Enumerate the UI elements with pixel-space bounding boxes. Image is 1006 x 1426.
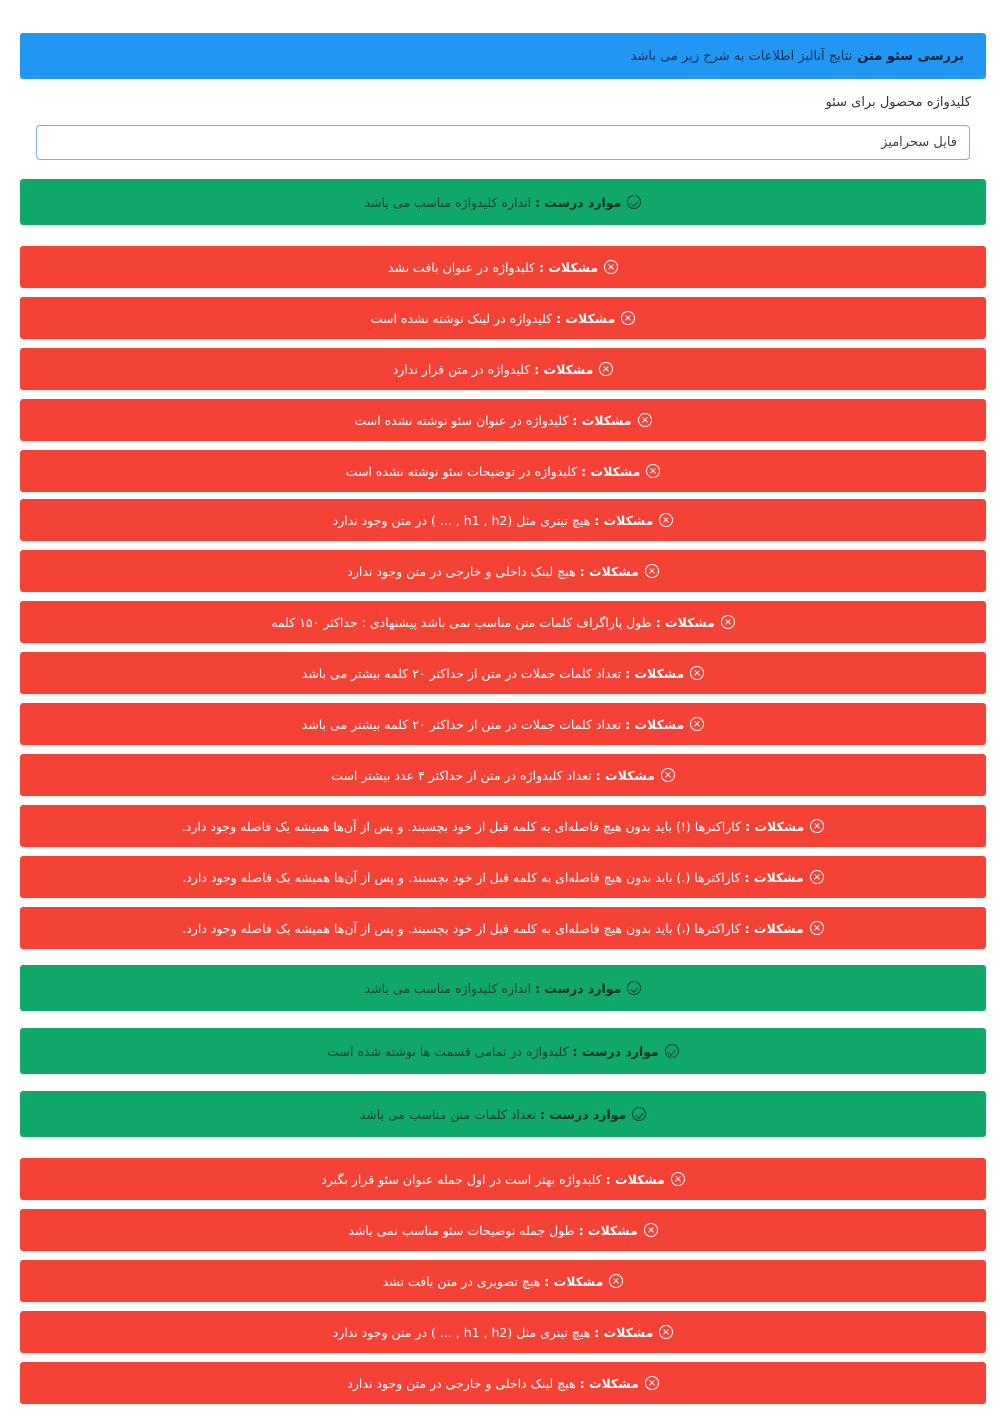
close-circle-icon <box>810 819 824 833</box>
alert-text: طول جمله توضیحات سئو مناسب نمی باشد <box>348 1222 575 1238</box>
alert-label: مشکلات : <box>595 767 655 783</box>
alert-text: کاراکترها (.) باید بدون هیچ فاصله‌ای به کلمه قبل از خود بچسبند. و پس از آن‌ها همیشه یک فاصله وجود دارد. <box>182 869 741 885</box>
close-circle-icon <box>810 870 824 884</box>
close-circle-icon <box>721 615 735 629</box>
error-alert <box>20 399 986 441</box>
alert-label: موارد درست : <box>535 194 622 210</box>
error-alert <box>20 1158 986 1200</box>
alert-text: کلیدواژه در عنوان یافت نشد <box>387 259 535 275</box>
alert-text: تعداد کلمات جملات در متن از حداکثر ۲۰ کلمه بیشتر می باشد <box>301 665 622 681</box>
error-alert <box>20 856 986 898</box>
alert-text: طول پاراگراف کلمات متن مناسب نمی باشد پیشنهادی : حداکثر ۱۵۰ کلمه <box>271 614 652 630</box>
close-circle-icon <box>644 1223 658 1237</box>
alert-label: مشکلات : <box>744 920 804 936</box>
alert-label: مشکلات : <box>556 310 616 326</box>
keyword-label: کلیدواژه محصول برای سئو <box>825 95 971 110</box>
alert-text: تعداد کلمات متن مناسب می باشد <box>359 1106 536 1122</box>
alert-label: مشکلات : <box>625 665 685 681</box>
header-title: بررسی سئو متن <box>857 48 964 64</box>
alert-text: کلیدواژه در تمامی قسمت ها نوشته شده است <box>327 1043 569 1059</box>
alert-label: مشکلات : <box>625 716 685 732</box>
alert-text: هیچ تیتری مثل (h1 , h2 , ... ) در متن وجود ندارد <box>332 512 591 528</box>
error-alert <box>20 348 986 390</box>
alert-label: مشکلات : <box>581 463 641 479</box>
alert-label: مشکلات : <box>579 563 639 579</box>
keyword-input[interactable] <box>36 125 970 160</box>
error-alert <box>20 297 986 339</box>
alert-text: هیچ تصویری در متن یافت نشد <box>382 1273 541 1289</box>
close-circle-icon <box>810 921 824 935</box>
close-circle-icon <box>621 311 635 325</box>
close-circle-icon <box>638 413 652 427</box>
success-alert <box>20 179 986 225</box>
alert-label: مشکلات : <box>572 412 632 428</box>
error-alert <box>20 499 986 541</box>
alert-label: مشکلات : <box>745 818 805 834</box>
results-header <box>20 33 986 79</box>
alert-label: مشکلات : <box>578 1222 638 1238</box>
alert-text: هیچ لینک داخلی و خارجی در متن وجود ندارد <box>347 1375 576 1391</box>
close-circle-icon <box>659 1325 673 1339</box>
close-circle-icon <box>646 464 660 478</box>
alert-label: مشکلات : <box>594 1324 654 1340</box>
alert-label: موارد درست : <box>540 1106 627 1122</box>
alert-label: موارد درست : <box>572 1043 659 1059</box>
alert-label: مشکلات : <box>594 512 654 528</box>
error-alert <box>20 754 986 796</box>
error-alert <box>20 550 986 592</box>
alert-label: مشکلات : <box>579 1375 639 1391</box>
error-alert <box>20 1362 986 1404</box>
alert-label: مشکلات : <box>744 869 804 885</box>
alert-label: مشکلات : <box>655 614 715 630</box>
error-alert <box>20 805 986 847</box>
alert-text: هیچ لینک داخلی و خارجی در متن وجود ندارد <box>347 563 576 579</box>
check-circle-icon <box>632 1107 646 1121</box>
success-alert <box>20 965 986 1011</box>
alert-text: تعداد کلیدواژه در متن از حداکثر ۴ عدد بیشتر است <box>331 767 592 783</box>
error-alert <box>20 1311 986 1353</box>
alert-text: کلیدواژه بهتر است در اول جمله عنوان سئو قرار بگیرد <box>321 1171 602 1187</box>
error-alert <box>20 652 986 694</box>
alert-label: مشکلات : <box>538 259 599 275</box>
check-circle-icon <box>627 981 641 995</box>
alert-text: کلیدواژه در توضیحات سئو نوشته نشده است <box>345 463 578 479</box>
error-alert <box>20 703 986 745</box>
alert-text: اندازه کلیدواژه مناسب می باشد <box>364 194 532 210</box>
error-alert <box>20 601 986 643</box>
alert-text: کاراکترها (،) باید بدون هیچ فاصله‌ای به کلمه قبل از خود بچسبند. و پس از آن‌ها همیشه یک فاصله وجود دارد. <box>182 920 741 936</box>
alert-text: تعداد کلمات جملات در متن از حداکثر ۲۰ کلمه بیشتر می باشد <box>301 716 622 732</box>
alert-text: هیچ تیتری مثل (h1 , h2 , ... ) در متن وجود ندارد <box>332 1324 591 1340</box>
alert-text: اندازه کلیدواژه مناسب می باشد <box>364 980 532 996</box>
close-circle-icon <box>671 1172 685 1186</box>
alert-label: مشکلات : <box>534 361 594 377</box>
check-circle-icon <box>665 1044 679 1058</box>
success-alert <box>20 1091 986 1137</box>
close-circle-icon <box>690 666 704 680</box>
success-alert <box>20 1028 986 1074</box>
close-circle-icon <box>690 717 704 731</box>
close-circle-icon <box>645 1376 659 1390</box>
close-circle-icon <box>609 1274 623 1288</box>
error-alert <box>20 450 986 492</box>
close-circle-icon <box>604 260 618 274</box>
alert-text: کلیدواژه در لینک نوشته نشده است <box>370 310 553 326</box>
header-subtitle: نتایج آنالیز اطلاعات به شرح زیر می باشد <box>630 48 853 64</box>
alert-label: موارد درست : <box>535 980 622 996</box>
close-circle-icon <box>645 564 659 578</box>
alert-text: کاراکترها (!) باید بدون هیچ فاصله‌ای به کلمه قبل از خود بچسبند. و پس از آن‌ها همیشه یک فاصله وجود دارد. <box>181 818 742 834</box>
check-circle-icon <box>627 195 641 209</box>
close-circle-icon <box>661 768 675 782</box>
alert-text: کلیدواژه در عنوان سئو نوشته نشده است <box>354 412 569 428</box>
error-alert <box>20 907 986 949</box>
error-alert <box>20 246 986 288</box>
alert-text: کلیدواژه در متن قرار ندارد <box>392 361 531 377</box>
alert-label: مشکلات : <box>544 1273 604 1289</box>
alert-label: مشکلات : <box>605 1171 665 1187</box>
error-alert <box>20 1260 986 1302</box>
close-circle-icon <box>659 513 673 527</box>
error-alert <box>20 1209 986 1251</box>
close-circle-icon <box>599 362 613 376</box>
